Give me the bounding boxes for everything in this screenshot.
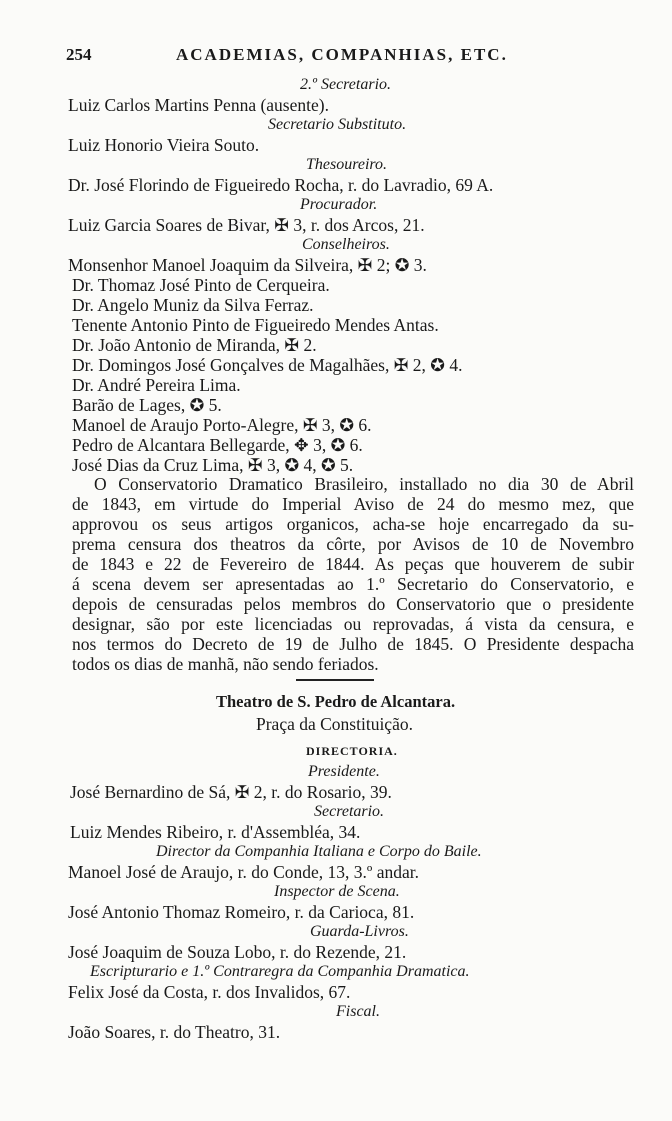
entry-line: Luiz Carlos Martins Penna (ausente).: [68, 95, 329, 115]
paragraph-line: depois de censuradas pelos membros do Conservatorio que o presidente: [72, 594, 634, 614]
entry-line: Dr. Angelo Muniz da Silva Ferraz.: [72, 295, 314, 315]
entry-line: Dr. Thomaz José Pinto de Cerqueira.: [72, 275, 330, 295]
entry-line: Luiz Mendes Ribeiro, r. d'Assembléa, 34.: [70, 822, 361, 842]
entry-line: Barão de Lages, ✪ 5.: [72, 395, 222, 415]
paragraph-line: de 1843, em virtude do Imperial Aviso de 24 do mesmo mez, que: [72, 494, 634, 514]
entry-line: Manoel de Araujo Porto-Alegre, ✠ 3, ✪ 6.: [72, 415, 372, 435]
entry-line: Dr. Domingos José Gonçalves de Magalhães, ✠ 2, ✪ 4.: [72, 355, 463, 375]
section-divider: [296, 679, 374, 681]
entry-line: Felix José da Costa, r. dos Invalidos, 67.: [68, 982, 351, 1002]
entry-line: Tenente Antonio Pinto de Figueiredo Mendes Antas.: [72, 315, 439, 335]
heading-conselheiros: Conselheiros.: [302, 236, 390, 253]
entry-line: Pedro de Alcantara Bellegarde, ✥ 3, ✪ 6.: [72, 435, 363, 455]
paragraph-line: designar, são por este licenciadas ou reprovadas, á vista da censura, e: [72, 614, 634, 634]
heading-thesoureiro: Thesoureiro.: [306, 156, 388, 173]
paragraph-line: approvou os seus artigos organicos, acha-se hoje encarregado da su-: [72, 514, 634, 534]
entry-line: José Antonio Thomaz Romeiro, r. da Carioca, 81.: [68, 902, 415, 922]
entry-line: Dr. André Pereira Lima.: [72, 375, 241, 395]
entry-line: Dr. João Antonio de Miranda, ✠ 2.: [72, 335, 317, 355]
entry-line: Dr. José Florindo de Figueiredo Rocha, r. do Lavradio, 69 A.: [68, 175, 494, 195]
paragraph-line: nos termos do Decreto de 19 de Julho de 1845. O Presidente despacha: [72, 634, 634, 654]
theatro-title: Theatro de S. Pedro de Alcantara.: [216, 692, 456, 711]
paragraph-line: O Conservatorio Dramatico Brasileiro, installado no dia 30 de Abril: [94, 474, 634, 494]
paragraph-line: de 1843 e 22 de Fevereiro de 1844. As peças que houverem de subir: [72, 554, 634, 574]
heading-secretario-substituto: Secretario Substituto.: [268, 116, 407, 133]
entry-line: Luiz Honorio Vieira Souto.: [68, 135, 260, 155]
page-header: [66, 45, 654, 71]
heading-2nd-secretario: 2.º Secretario.: [300, 76, 392, 93]
page-number: 254: [66, 45, 92, 64]
running-title: ACADEMIAS, COMPANHIAS, ETC.: [176, 45, 508, 64]
directoria-heading: DIRECTORIA.: [306, 744, 398, 758]
paragraph-line: todos os dias de manhã, não sendo feriados.: [72, 654, 379, 674]
heading-guarda-livros: Guarda-Livros.: [310, 923, 409, 940]
theatro-subtitle: Praça da Constituição.: [256, 714, 413, 734]
paragraph-line: prema censura dos theatros da côrte, por Avisos de 10 de Novembro: [72, 534, 634, 554]
heading-procurador: Procurador.: [300, 196, 378, 213]
conservatorio-paragraph: [72, 474, 634, 674]
entry-line: João Soares, r. do Theatro, 31.: [68, 1022, 281, 1042]
entry-line: José Bernardino de Sá, ✠ 2, r. do Rosario, 39.: [70, 782, 392, 802]
heading-fiscal: Fiscal.: [336, 1003, 380, 1020]
paragraph-line: á scena devem ser apresentadas ao 1.º Secretario do Conservatorio, e: [72, 574, 634, 594]
heading-presidente: Presidente.: [308, 763, 380, 780]
entry-line: Monsenhor Manoel Joaquim da Silveira, ✠ 2; ✪ 3.: [68, 255, 427, 275]
entry-line: José Joaquim de Souza Lobo, r. do Rezende, 21.: [68, 942, 407, 962]
heading-director: Director da Companhia Italiana e Corpo do Baile.: [156, 843, 482, 860]
entry-line: Luiz Garcia Soares de Bivar, ✠ 3, r. dos Arcos, 21.: [68, 215, 425, 235]
heading-escripturario: Escripturario e 1.º Contraregra da Companhia Dramatica.: [90, 963, 470, 980]
entry-line: José Dias da Cruz Lima, ✠ 3, ✪ 4, ✪ 5.: [72, 455, 354, 475]
heading-secretario: Secretario.: [314, 803, 385, 820]
entry-line: Manoel José de Araujo, r. do Conde, 13, 3.º andar.: [68, 862, 419, 882]
heading-inspector: Inspector de Scena.: [274, 883, 400, 900]
